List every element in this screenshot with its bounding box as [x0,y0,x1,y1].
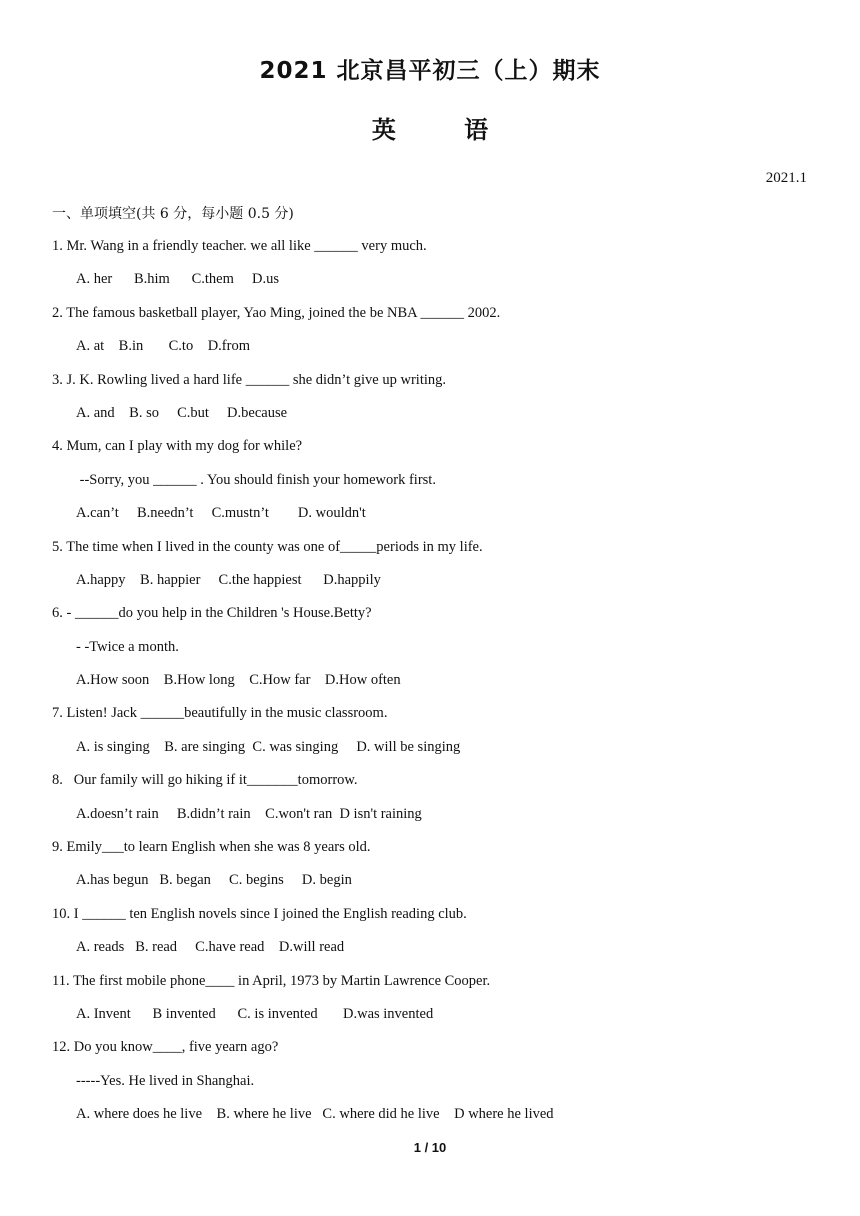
answer-options: A. Invent B invented C. is invented D.was invented [76,1005,434,1022]
subject-char-1: 英 [371,116,396,144]
question-stem: 12. Do you know____, five yearn ago? [52,1039,279,1056]
subject-char-2: 语 [464,116,489,144]
subject-heading [0,110,860,145]
answer-options: --Sorry, you ______ . You should finish your homework first. [76,471,436,488]
answer-options: -----Yes. He lived in Shanghai. [76,1072,255,1089]
question-stem: 9. Emily___to learn English when she was 8 years old. [52,839,371,856]
answer-options: - -Twice a month. [76,638,179,655]
question-stem: 7. Listen! Jack ______beautifully in the music classroom. [52,705,388,722]
question-stem: 6. - ______do you help in the Children 's House.Betty? [52,605,372,622]
question-stem: 3. J. K. Rowling lived a hard life ______ she didn’t give up writing. [52,371,447,388]
answer-options: A.How soon B.How long C.How far D.How often [76,672,401,689]
question-list [52,230,812,1132]
answer-options: A. and B. so C.but D.because [76,404,288,421]
section-heading: 一、单项填空(共 6 分，每小题 0.5 分) [52,206,294,222]
question-stem: 5. The time when I lived in the county was one of_____periods in my life. [52,538,483,555]
answer-options: A.happy B. happier C.the happiest D.happily [76,571,381,588]
answer-options: A. where does he live B. where he live C. where did he live D where he lived [76,1106,554,1123]
answer-options: A. is singing B. are singing C. was singing D. will be singing [76,738,461,755]
question-stem: 11. The first mobile phone____ in April, 1973 by Martin Lawrence Cooper. [52,972,491,989]
question-stem: 8. Our family will go hiking if it_______tomorrow. [52,772,358,789]
exam-date: 2021.1 [765,170,807,186]
question-stem: 4. Mum, can I play with my dog for while? [52,438,303,455]
question-stem: 10. I ______ ten English novels since I joined the English reading club. [52,905,467,922]
answer-options: A. at B.in C.to D.from [76,338,250,355]
answer-options: A.has begun B. began C. begins D. begin [76,872,352,889]
answer-options: A. her B.him C.them D.us [76,271,279,288]
question-stem: 1. Mr. Wang in a friendly teacher. we all like ______ very much. [52,238,427,254]
answer-options: A.doesn’t rain B.didn’t rain C.won't ran D isn't raining [76,805,422,822]
question-stem: 2. The famous basketball player, Yao Ming, joined the be NBA ______ 2002. [52,304,501,321]
answer-options: A.can’t B.needn’t C.mustn’t D. wouldn't [76,505,366,522]
page-indicator: 1 / 10 [413,1140,447,1155]
document-title: 2021 北京昌平初三（上）期末 [259,58,601,84]
answer-options: A. reads B. read C.have read D.will read [76,939,345,956]
